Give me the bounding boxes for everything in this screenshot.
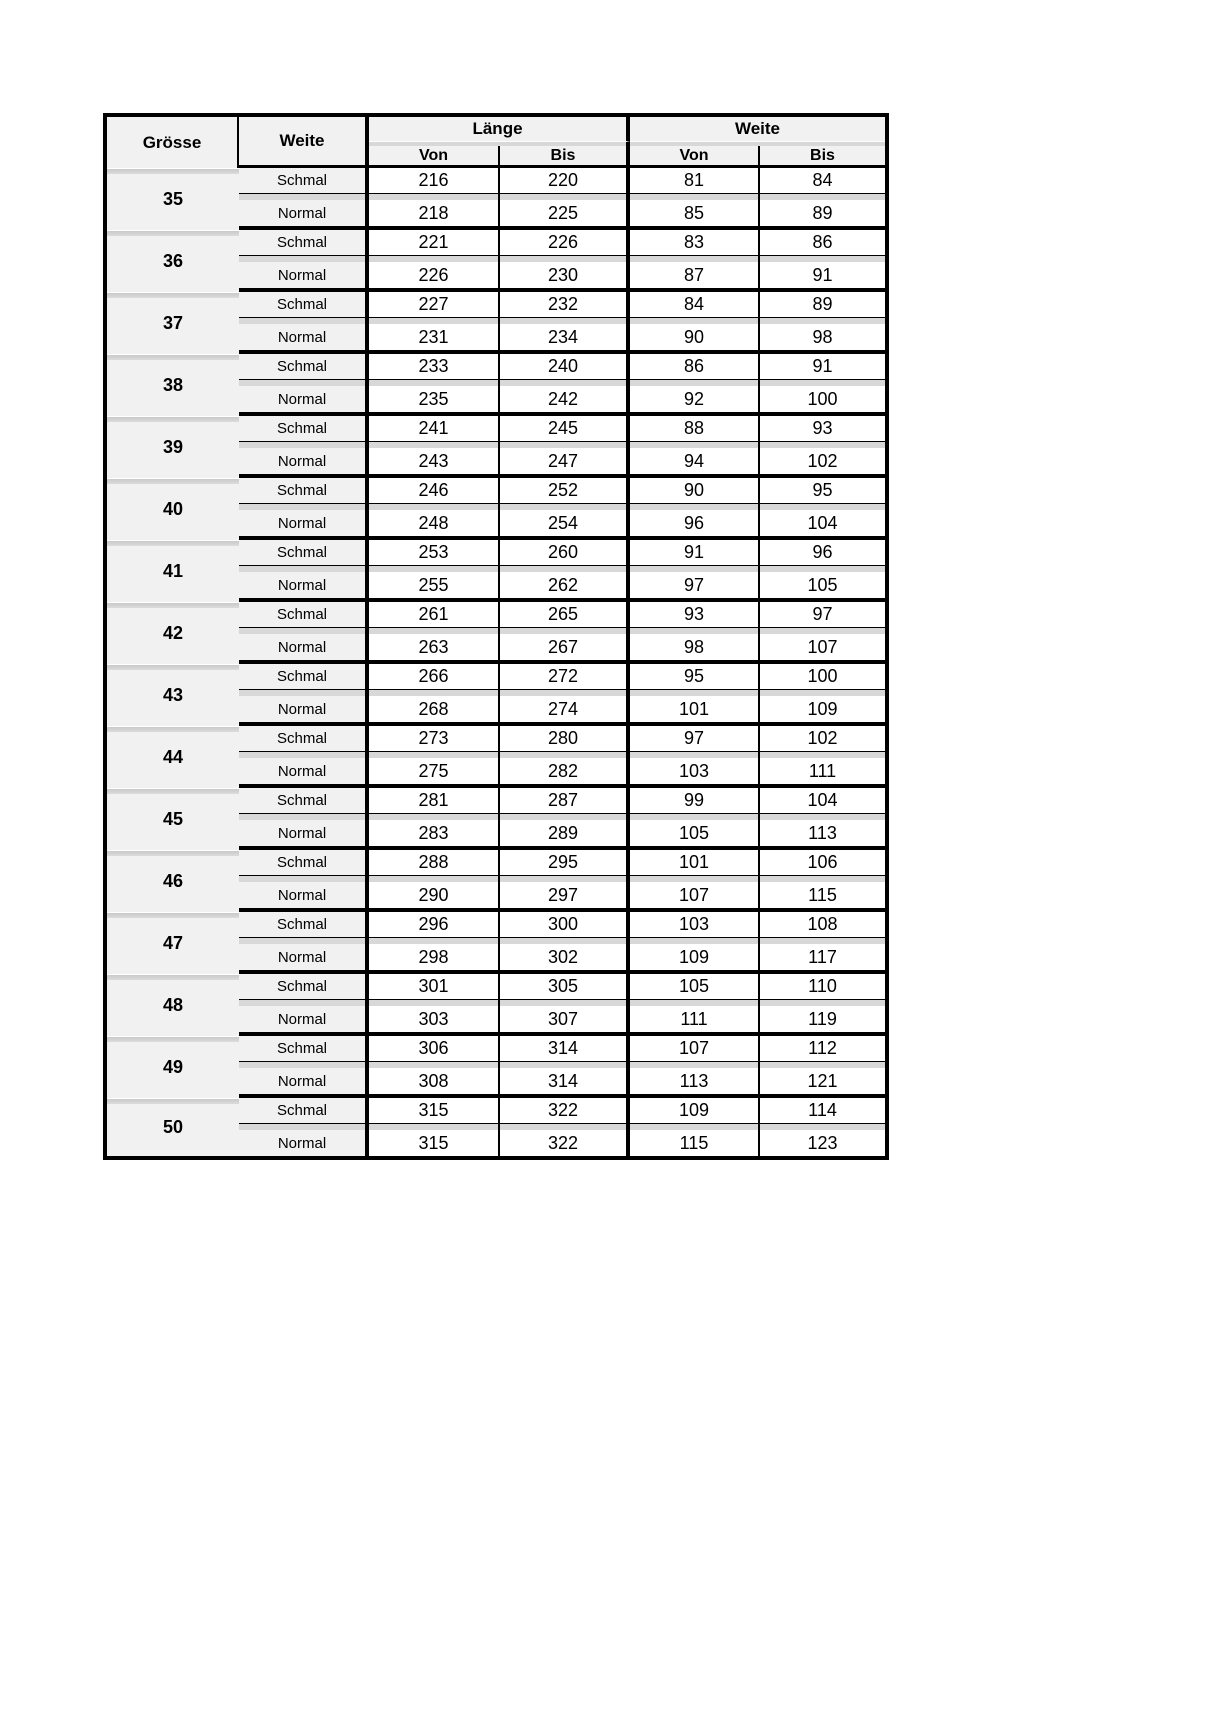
normal-laenge_von: 298 [369, 944, 500, 970]
size-label: 48 [107, 974, 239, 1036]
normal-laenge_bis: 274 [500, 696, 630, 722]
normal-label: Normal [239, 820, 369, 846]
schmal-weite_von: 91 [630, 540, 760, 566]
normal-laenge_bis: 242 [500, 386, 630, 412]
size-label: 42 [107, 602, 239, 664]
normal-laenge_von: 275 [369, 758, 500, 784]
schmal-laenge_bis: 240 [500, 354, 630, 380]
normal-weite_bis: 117 [760, 944, 885, 970]
normal-weite_bis: 113 [760, 820, 885, 846]
schmal-weite_bis: 97 [760, 602, 885, 628]
schmal-label: Schmal [239, 540, 369, 566]
schmal-weite_bis: 84 [760, 168, 885, 194]
normal-laenge_bis: 302 [500, 944, 630, 970]
header-weite: Weite [239, 117, 369, 165]
normal-weite_von: 103 [630, 758, 760, 784]
normal-weite_von: 85 [630, 200, 760, 226]
normal-weite_von: 87 [630, 262, 760, 288]
schmal-laenge_bis: 220 [500, 168, 630, 194]
normal-laenge_von: 235 [369, 386, 500, 412]
normal-laenge_bis: 234 [500, 324, 630, 350]
size-group-row [107, 912, 885, 974]
schmal-weite_bis: 91 [760, 354, 885, 380]
normal-laenge_bis: 262 [500, 572, 630, 598]
normal-laenge_von: 263 [369, 634, 500, 660]
schmal-laenge_von: 301 [369, 974, 500, 1000]
size-label: 45 [107, 788, 239, 850]
table-body [107, 168, 885, 1156]
schmal-label: Schmal [239, 602, 369, 628]
size-label: 39 [107, 416, 239, 478]
normal-label: Normal [239, 262, 369, 288]
size-label: 41 [107, 540, 239, 602]
schmal-weite_von: 105 [630, 974, 760, 1000]
size-group-row [107, 416, 885, 478]
schmal-laenge_von: 216 [369, 168, 500, 194]
schmal-weite_bis: 108 [760, 912, 885, 938]
schmal-laenge_bis: 260 [500, 540, 630, 566]
normal-laenge_bis: 282 [500, 758, 630, 784]
normal-label: Normal [239, 386, 369, 412]
size-group-row [107, 1036, 885, 1098]
size-group-row [107, 1098, 885, 1156]
size-label: 43 [107, 664, 239, 726]
normal-laenge_von: 255 [369, 572, 500, 598]
schmal-weite_von: 107 [630, 1036, 760, 1062]
schmal-laenge_von: 246 [369, 478, 500, 504]
size-group-row [107, 354, 885, 416]
normal-laenge_bis: 225 [500, 200, 630, 226]
normal-weite_bis: 121 [760, 1068, 885, 1094]
normal-label: Normal [239, 510, 369, 536]
table-header [107, 117, 885, 168]
schmal-laenge_bis: 322 [500, 1098, 630, 1124]
size-group-row [107, 850, 885, 912]
normal-laenge_bis: 289 [500, 820, 630, 846]
schmal-laenge_bis: 272 [500, 664, 630, 690]
schmal-laenge_bis: 252 [500, 478, 630, 504]
normal-weite_bis: 104 [760, 510, 885, 536]
normal-laenge_von: 218 [369, 200, 500, 226]
schmal-laenge_von: 288 [369, 850, 500, 876]
size-label: 46 [107, 850, 239, 912]
schmal-laenge_von: 241 [369, 416, 500, 442]
size-label: 44 [107, 726, 239, 788]
size-label: 50 [107, 1098, 239, 1156]
schmal-weite_bis: 104 [760, 788, 885, 814]
schmal-laenge_bis: 300 [500, 912, 630, 938]
size-label: 49 [107, 1036, 239, 1098]
schmal-laenge_von: 266 [369, 664, 500, 690]
schmal-laenge_von: 306 [369, 1036, 500, 1062]
schmal-weite_bis: 96 [760, 540, 885, 566]
normal-laenge_von: 243 [369, 448, 500, 474]
schmal-laenge_bis: 314 [500, 1036, 630, 1062]
normal-laenge_bis: 254 [500, 510, 630, 536]
normal-laenge_bis: 297 [500, 882, 630, 908]
size-group-row [107, 168, 885, 230]
size-label: 35 [107, 168, 239, 230]
normal-weite_bis: 102 [760, 448, 885, 474]
normal-weite_von: 113 [630, 1068, 760, 1094]
schmal-label: Schmal [239, 850, 369, 876]
schmal-label: Schmal [239, 726, 369, 752]
normal-laenge_von: 231 [369, 324, 500, 350]
schmal-weite_bis: 93 [760, 416, 885, 442]
schmal-label: Schmal [239, 354, 369, 380]
schmal-laenge_von: 227 [369, 292, 500, 318]
normal-weite_von: 115 [630, 1130, 760, 1156]
schmal-laenge_von: 281 [369, 788, 500, 814]
normal-laenge_bis: 267 [500, 634, 630, 660]
normal-label: Normal [239, 324, 369, 350]
schmal-weite_von: 101 [630, 850, 760, 876]
header-weite-von: Von [630, 146, 760, 165]
size-group-row [107, 292, 885, 354]
schmal-weite_von: 90 [630, 478, 760, 504]
schmal-label: Schmal [239, 788, 369, 814]
normal-weite_von: 94 [630, 448, 760, 474]
normal-laenge_von: 308 [369, 1068, 500, 1094]
schmal-laenge_von: 233 [369, 354, 500, 380]
schmal-weite_bis: 95 [760, 478, 885, 504]
schmal-weite_von: 95 [630, 664, 760, 690]
normal-weite_von: 107 [630, 882, 760, 908]
schmal-weite_bis: 106 [760, 850, 885, 876]
size-label: 47 [107, 912, 239, 974]
normal-weite_bis: 107 [760, 634, 885, 660]
normal-laenge_bis: 307 [500, 1006, 630, 1032]
normal-weite_bis: 111 [760, 758, 885, 784]
schmal-weite_von: 109 [630, 1098, 760, 1124]
header-groesse: Grösse [107, 117, 239, 168]
normal-weite_von: 97 [630, 572, 760, 598]
schmal-laenge_von: 273 [369, 726, 500, 752]
schmal-weite_von: 97 [630, 726, 760, 752]
schmal-weite_von: 81 [630, 168, 760, 194]
schmal-laenge_von: 221 [369, 230, 500, 256]
schmal-weite_von: 103 [630, 912, 760, 938]
normal-weite_von: 90 [630, 324, 760, 350]
schmal-label: Schmal [239, 664, 369, 690]
schmal-label: Schmal [239, 230, 369, 256]
normal-weite_von: 111 [630, 1006, 760, 1032]
normal-weite_bis: 89 [760, 200, 885, 226]
schmal-weite_bis: 114 [760, 1098, 885, 1124]
normal-label: Normal [239, 634, 369, 660]
schmal-laenge_von: 253 [369, 540, 500, 566]
normal-laenge_von: 268 [369, 696, 500, 722]
schmal-label: Schmal [239, 416, 369, 442]
normal-label: Normal [239, 200, 369, 226]
normal-laenge_von: 303 [369, 1006, 500, 1032]
normal-weite_von: 109 [630, 944, 760, 970]
size-label: 36 [107, 230, 239, 292]
schmal-label: Schmal [239, 478, 369, 504]
schmal-laenge_von: 315 [369, 1098, 500, 1124]
normal-label: Normal [239, 448, 369, 474]
schmal-label: Schmal [239, 912, 369, 938]
normal-laenge_von: 248 [369, 510, 500, 536]
schmal-weite_von: 83 [630, 230, 760, 256]
schmal-laenge_bis: 287 [500, 788, 630, 814]
schmal-weite_bis: 112 [760, 1036, 885, 1062]
normal-weite_von: 92 [630, 386, 760, 412]
normal-label: Normal [239, 1006, 369, 1032]
normal-weite_bis: 109 [760, 696, 885, 722]
size-group-row [107, 478, 885, 540]
header-laenge-bis: Bis [500, 146, 630, 165]
schmal-label: Schmal [239, 1036, 369, 1062]
size-label: 40 [107, 478, 239, 540]
schmal-weite_von: 93 [630, 602, 760, 628]
header-weite-bis: Bis [760, 146, 885, 165]
normal-weite_von: 101 [630, 696, 760, 722]
schmal-weite_bis: 110 [760, 974, 885, 1000]
normal-weite_bis: 119 [760, 1006, 885, 1032]
size-group-row [107, 230, 885, 292]
normal-weite_bis: 105 [760, 572, 885, 598]
schmal-weite_von: 84 [630, 292, 760, 318]
normal-laenge_bis: 322 [500, 1130, 630, 1156]
schmal-label: Schmal [239, 168, 369, 194]
normal-label: Normal [239, 696, 369, 722]
schmal-laenge_bis: 280 [500, 726, 630, 752]
schmal-weite_bis: 102 [760, 726, 885, 752]
size-group-row [107, 726, 885, 788]
schmal-weite_bis: 100 [760, 664, 885, 690]
normal-label: Normal [239, 944, 369, 970]
size-group-row [107, 664, 885, 726]
normal-laenge_von: 290 [369, 882, 500, 908]
schmal-laenge_bis: 305 [500, 974, 630, 1000]
normal-weite_bis: 123 [760, 1130, 885, 1156]
schmal-laenge_bis: 295 [500, 850, 630, 876]
size-group-row [107, 540, 885, 602]
schmal-weite_von: 88 [630, 416, 760, 442]
normal-label: Normal [239, 1130, 369, 1156]
schmal-laenge_bis: 245 [500, 416, 630, 442]
schmal-label: Schmal [239, 292, 369, 318]
schmal-laenge_bis: 265 [500, 602, 630, 628]
schmal-laenge_bis: 226 [500, 230, 630, 256]
normal-weite_bis: 91 [760, 262, 885, 288]
schmal-laenge_von: 296 [369, 912, 500, 938]
normal-weite_von: 98 [630, 634, 760, 660]
schmal-laenge_von: 261 [369, 602, 500, 628]
size-group-row [107, 974, 885, 1036]
size-group-row [107, 602, 885, 664]
header-laenge-group: Länge [369, 117, 630, 141]
normal-laenge_bis: 230 [500, 262, 630, 288]
normal-label: Normal [239, 572, 369, 598]
normal-weite_von: 105 [630, 820, 760, 846]
normal-weite_bis: 98 [760, 324, 885, 350]
schmal-weite_bis: 86 [760, 230, 885, 256]
normal-label: Normal [239, 882, 369, 908]
normal-weite_bis: 115 [760, 882, 885, 908]
schmal-label: Schmal [239, 974, 369, 1000]
schmal-weite_von: 86 [630, 354, 760, 380]
schmal-laenge_bis: 232 [500, 292, 630, 318]
normal-label: Normal [239, 758, 369, 784]
schmal-weite_von: 99 [630, 788, 760, 814]
normal-weite_bis: 100 [760, 386, 885, 412]
size-label: 38 [107, 354, 239, 416]
header-laenge-von: Von [369, 146, 500, 165]
schmal-weite_bis: 89 [760, 292, 885, 318]
normal-laenge_von: 283 [369, 820, 500, 846]
schmal-label: Schmal [239, 1098, 369, 1124]
size-label: 37 [107, 292, 239, 354]
header-weite-group: Weite [630, 117, 885, 141]
normal-label: Normal [239, 1068, 369, 1094]
size-chart-table [103, 113, 889, 1160]
normal-laenge_von: 315 [369, 1130, 500, 1156]
normal-weite_von: 96 [630, 510, 760, 536]
normal-laenge_von: 226 [369, 262, 500, 288]
size-group-row [107, 788, 885, 850]
normal-laenge_bis: 247 [500, 448, 630, 474]
normal-laenge_bis: 314 [500, 1068, 630, 1094]
